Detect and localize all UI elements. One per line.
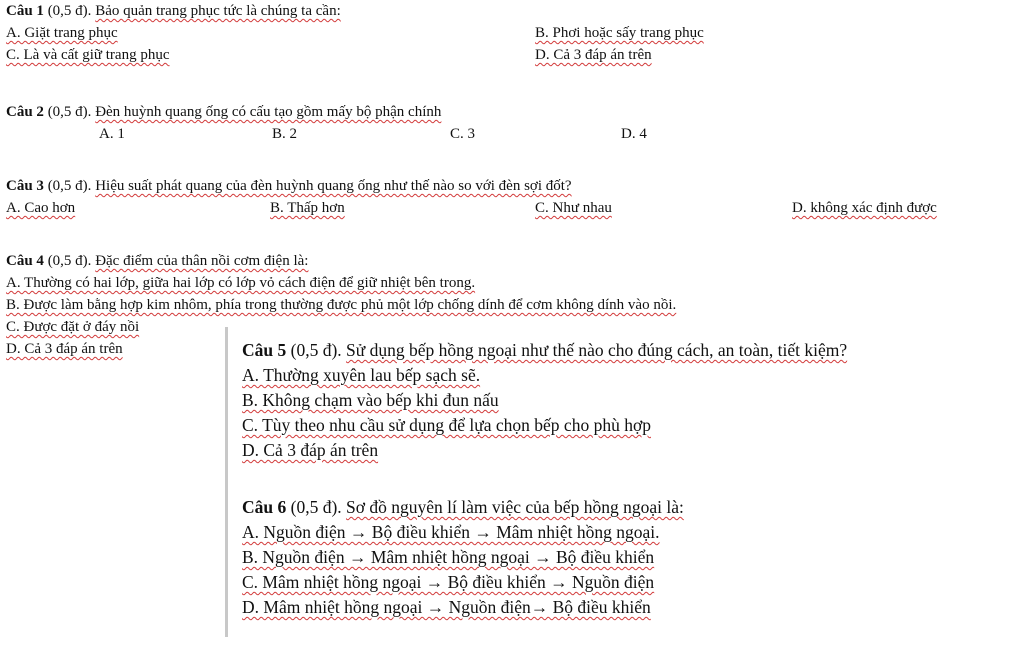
q6-option-c: C. Mâm nhiệt hồng ngoại → Bộ điều khiển → Nguồn điện: [242, 572, 655, 592]
q1-option-d: D. Cả 3 đáp án trên: [535, 47, 652, 63]
q2-option-b: B. 2: [272, 126, 298, 142]
question-4-text: Đặc điểm của thân nồi cơm điện là:: [95, 253, 309, 269]
question-3-label: Câu 3: [6, 178, 44, 194]
question-6-label: Câu 6: [242, 497, 287, 517]
q6-option-b: B. Nguồn điện → Mâm nhiệt hồng ngoại → Bộ điều khiển: [242, 547, 655, 567]
question-3-text: Hiệu suất phát quang của đèn huỳnh quang ống như thế nào so với đèn sợi đốt?: [95, 178, 572, 194]
q5-option-d: D. Cả 3 đáp án trên: [242, 440, 379, 460]
q1-option-a: A. Giặt trang phục: [6, 25, 118, 41]
question-6: [242, 497, 684, 517]
q3-option-d: D. không xác định được: [792, 200, 937, 216]
q4-option-a: A. Thường có hai lớp, giữa hai lớp có lớp vỏ cách điện để giữ nhiệt bên trong.: [6, 275, 476, 291]
question-3: [6, 178, 572, 195]
q2-option-c: C. 3: [450, 126, 476, 142]
question-2: [6, 104, 441, 121]
q3-option-b: B. Thấp hơn: [270, 200, 345, 216]
q2-option-d: D. 4: [621, 126, 647, 142]
question-4-label: Câu 4: [6, 253, 44, 269]
question-6-points: (0,5 đ).: [290, 497, 342, 517]
q2-option-a: A. 1: [99, 126, 125, 142]
q1-option-b: B. Phơi hoặc sấy trang phục: [535, 25, 704, 41]
question-5-text: Sử dụng bếp hồng ngoại như thế nào cho đúng cách, an toàn, tiết kiệm?: [346, 340, 848, 360]
question-1-text: Bảo quản trang phục tức là chúng ta cần:: [95, 3, 341, 19]
question-1-points: (0,5 đ).: [47, 3, 92, 19]
question-2-label: Câu 2: [6, 104, 44, 120]
question-5: [242, 340, 847, 360]
q1-option-c: C. Là và cất giữ trang phục: [6, 47, 170, 63]
question-1: [6, 3, 341, 20]
q3-option-c: C. Như nhau: [535, 200, 612, 216]
q6-option-a: A. Nguồn điện → Bộ điều khiển → Mâm nhiệt hồng ngoại.: [242, 522, 660, 542]
question-1-label: Câu 1: [6, 3, 44, 19]
question-5-points: (0,5 đ).: [290, 340, 342, 360]
q5-option-b: B. Không chạm vào bếp khi đun nấu: [242, 390, 499, 410]
q3-option-a: A. Cao hơn: [6, 200, 76, 216]
pasted-section-divider: [225, 327, 228, 637]
q4-option-c: C. Được đặt ở đáy nồi: [6, 319, 140, 335]
question-3-points: (0,5 đ).: [47, 178, 92, 194]
q4-option-d: D. Cả 3 đáp án trên: [6, 341, 123, 357]
question-2-text: Đèn huỳnh quang ống có cấu tạo gồm mấy bộ phận chính: [95, 104, 442, 120]
q5-option-a: A. Thường xuyên lau bếp sạch sẽ.: [242, 365, 481, 385]
question-2-points: (0,5 đ).: [47, 104, 92, 120]
q4-option-b: B. Được làm bằng hợp kim nhôm, phía trong thường được phủ một lớp chống dính để cơm không dính vào nồi.: [6, 297, 677, 313]
question-4-points: (0,5 đ).: [47, 253, 92, 269]
q6-option-d: D. Mâm nhiệt hồng ngoại → Nguồn điện→ Bộ điều khiển: [242, 597, 651, 617]
question-5-label: Câu 5: [242, 340, 287, 360]
question-4: [6, 253, 308, 270]
question-6-text: Sơ đồ nguyên lí làm việc của bếp hồng ngoại là:: [346, 497, 684, 517]
q5-option-c: C. Tùy theo nhu cầu sử dụng để lựa chọn bếp cho phù hợp: [242, 415, 651, 435]
